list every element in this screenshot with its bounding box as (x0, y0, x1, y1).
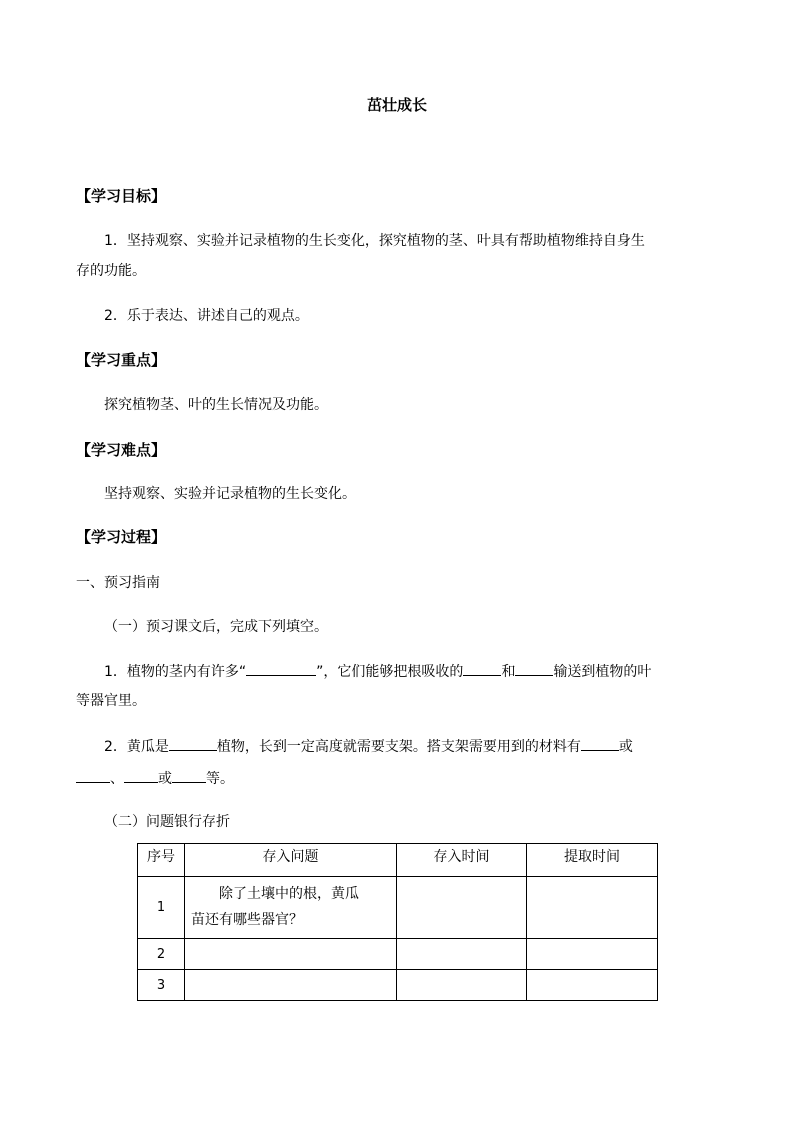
header-question: 存入问题 (185, 844, 397, 877)
row-question[interactable] (185, 877, 397, 939)
question-line-1: 除了土壤中的根，黄瓜 (219, 886, 359, 902)
blank-7[interactable] (124, 768, 158, 783)
page-title: 茁壮成长 (366, 96, 427, 114)
blank-4[interactable] (169, 736, 217, 751)
blank-8[interactable] (172, 768, 206, 783)
header-deposit-time: 存入时间 (397, 844, 527, 877)
table-row (138, 877, 658, 939)
row-number: 2 (138, 939, 185, 970)
q1-text-c: 和 (501, 664, 516, 680)
q2-text-e: 或 (158, 771, 172, 787)
blank-2[interactable] (463, 661, 501, 676)
question-1-line-2: 等器官里。 (76, 693, 146, 709)
goals-heading: 【学习目标】 (76, 187, 167, 205)
table-row (138, 939, 658, 970)
difficulty-text: 坚持观察、实验并记录植物的生长变化。 (104, 486, 356, 502)
blank-6[interactable] (76, 768, 110, 783)
q2-text-c: 或 (618, 739, 633, 755)
row-withdraw-time[interactable] (527, 939, 658, 970)
blank-1[interactable] (246, 661, 316, 676)
row-deposit-time[interactable] (397, 970, 527, 1001)
row-deposit-time[interactable] (397, 877, 527, 939)
row-deposit-time[interactable] (397, 939, 527, 970)
row-question[interactable] (185, 939, 397, 970)
process-heading: 【学习过程】 (76, 528, 167, 546)
question-line-2: 苗还有哪些器官？ (191, 912, 303, 928)
row-withdraw-time[interactable] (527, 877, 658, 939)
subsection-1: （一）预习课文后，完成下列填空。 (104, 619, 328, 635)
q2-text-f: 等。 (206, 771, 234, 787)
header-number: 序号 (138, 844, 185, 877)
question-1-line-1 (104, 661, 651, 682)
goal-1-line-2: 存的功能。 (76, 263, 146, 279)
question-bank-table (137, 843, 658, 1001)
q2-text-a: 2．黄瓜是 (104, 739, 169, 755)
blank-5[interactable] (581, 736, 619, 751)
blank-3[interactable] (515, 661, 553, 676)
row-number: 1 (138, 877, 185, 939)
q2-text-b: 植物，长到一定高度就需要支架。搭支架需要用到的材料有 (216, 739, 581, 755)
question-2-line-2 (76, 768, 234, 789)
difficulty-heading: 【学习难点】 (76, 441, 167, 459)
row-number: 3 (138, 970, 185, 1001)
table-row (138, 970, 658, 1001)
row-question[interactable] (185, 970, 397, 1001)
focus-heading: 【学习重点】 (76, 351, 167, 369)
goal-2: 2．乐于表达、讲述自己的观点。 (104, 308, 309, 324)
q1-text-d: 输送到植物的叶 (553, 664, 652, 680)
q1-text-b: ”，它们能够把根吸收的 (316, 664, 464, 680)
question-2-line-1 (104, 736, 633, 757)
focus-text: 探究植物茎、叶的生长情况及功能。 (104, 397, 328, 413)
part-1-title: 一、预习指南 (76, 575, 160, 591)
table-header-row (138, 844, 658, 877)
q2-text-d: 、 (110, 771, 124, 787)
goal-1-line-1: 1．坚持观察、实验并记录植物的生长变化，探究植物的茎、叶具有帮助植物维持自身生 (104, 233, 645, 249)
header-withdraw-time: 提取时间 (527, 844, 658, 877)
subsection-2: （二）问题银行存折 (104, 814, 230, 830)
row-withdraw-time[interactable] (527, 970, 658, 1001)
q1-text-a: 1．植物的茎内有许多“ (104, 664, 247, 680)
